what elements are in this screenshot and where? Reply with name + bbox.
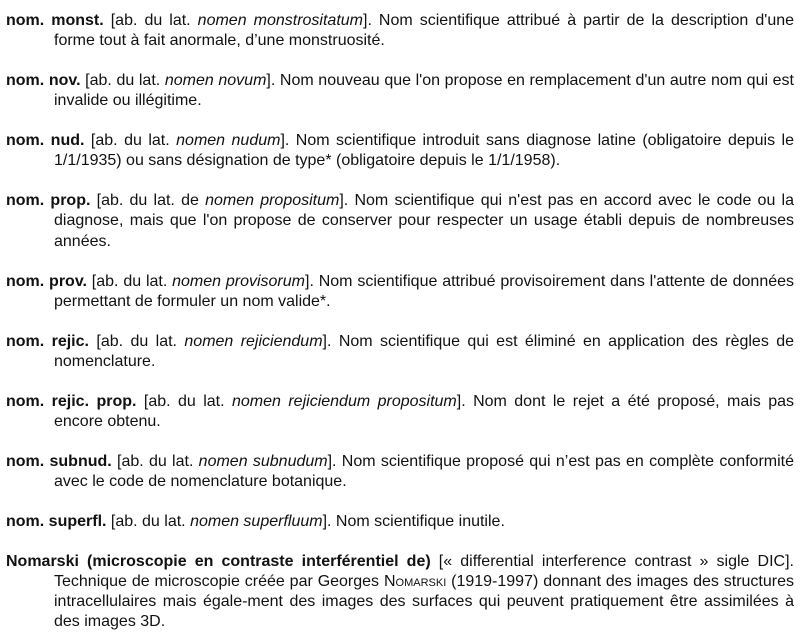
- glossary-entry-nom-superfl: [6, 512, 794, 532]
- entry-etymology-prefix: [ab. du lat.: [84, 132, 177, 150]
- entry-latin-name: nomen propositum: [205, 192, 340, 210]
- person-name: [384, 573, 446, 590]
- entry-etymology-prefix: [ab. du lat. de: [90, 192, 206, 210]
- glossary-entry-nom-nud: [6, 131, 794, 171]
- entry-definition: (1919-1997) donnant des images des structures intracellulaires mais égale-ment des images des surfaces qui peuvent pratiquement être assimilées à des images 3D.: [54, 573, 795, 631]
- entry-term: nom. superfl.: [6, 513, 107, 531]
- entry-definition: ]. Nom scientifique introduit sans diagnose latine (obligatoire depuis le 1/1/1935) ou sans désignation de type* (obligatoire depuis le 1/1/1958).: [54, 132, 795, 170]
- entry-term: nom. rejic. prop.: [6, 392, 137, 410]
- entry-etymology-prefix: [ab. du lat.: [103, 12, 198, 29]
- entry-definition: ]. Nom scientifique proposé qui n’est pas en complète conformité avec le code de nomenclature botanique.: [54, 453, 795, 491]
- entry-etymology-prefix: [ab. du lat.: [111, 453, 199, 471]
- glossary-entry-nom-subnud: [6, 452, 794, 492]
- glossary-entry-nom-prov: [6, 272, 794, 312]
- entry-etymology-prefix: [ab. du lat.: [136, 392, 232, 410]
- glossary-entry-nomarski: [6, 552, 794, 632]
- entry-definition-intro: [« differential interference contrast » sigle DIC]. Technique de microscopie créée par Georges: [54, 553, 795, 591]
- entry-definition: ]. Nom nouveau que l'on propose en remplacement d'un autre nom qui est invalide ou illégitime.: [54, 72, 794, 110]
- entry-etymology-prefix: [ab. du lat.: [88, 332, 185, 350]
- entry-term: nom. monst.: [6, 12, 104, 29]
- entry-latin-name: nomen rejiciendum: [184, 332, 323, 350]
- entry-term: nom. prov.: [6, 272, 87, 290]
- entry-latin-name: nomen rejiciendum propositum: [232, 392, 457, 410]
- entry-term: nom. nov.: [6, 72, 81, 90]
- glossary-entry-nom-monst: [6, 11, 794, 51]
- entry-etymology-prefix: [ab. du lat.: [86, 272, 173, 290]
- entry-latin-name: nomen novum: [164, 72, 267, 90]
- person-name-rest: omarski: [395, 573, 447, 591]
- entry-latin-name: nomen superfluum: [190, 513, 323, 531]
- entry-definition: ]. Nom scientifique attribué à partir de la description d'une forme tout à fait anormale, d’une monstruosité.: [54, 12, 795, 50]
- entry-term: Nomarski (microscopie en contraste interférentiel de): [6, 553, 431, 571]
- entry-term: nom. rejic.: [6, 332, 89, 350]
- entry-definition: ]. Nom scientifique qui est éliminé en application des règles de nomenclature.: [54, 332, 795, 370]
- entry-latin-name: nomen monstrositatum: [197, 12, 363, 29]
- glossary-entry-nom-prop: [6, 191, 794, 251]
- glossary-entry-nom-rejic-prop: [6, 392, 794, 432]
- entry-term: nom. subnud.: [6, 453, 112, 471]
- entry-definition: ]. Nom scientifique inutile.: [322, 513, 505, 531]
- entry-definition: ]. Nom dont le rejet a été proposé, mais pas encore obtenu.: [54, 392, 795, 430]
- entry-definition: ]. Nom scientifique attribué provisoirement dans l'attente de données permettant de formuler un nom valide*.: [54, 272, 795, 310]
- glossary-entry-nom-rejic: [6, 332, 794, 372]
- entry-term: nom. prop.: [6, 192, 91, 210]
- person-name-initial: N: [383, 573, 396, 591]
- entry-etymology-prefix: [ab. du lat.: [106, 513, 191, 531]
- entry-latin-name: nomen nudum: [176, 132, 281, 150]
- entry-term: nom. nud.: [6, 132, 85, 150]
- entry-latin-name: nomen subnudum: [198, 453, 328, 471]
- glossary-entry-nom-nov: [6, 71, 794, 111]
- entry-definition: ]. Nom scientifique qui n'est pas en accord avec le code ou la diagnose, mais que l'on propose de conserver pour respecter un usage établi depuis de nombreuses années.: [54, 192, 795, 250]
- entry-latin-name: nomen provisorum: [172, 272, 305, 290]
- entry-etymology-prefix: [ab. du lat.: [80, 72, 165, 90]
